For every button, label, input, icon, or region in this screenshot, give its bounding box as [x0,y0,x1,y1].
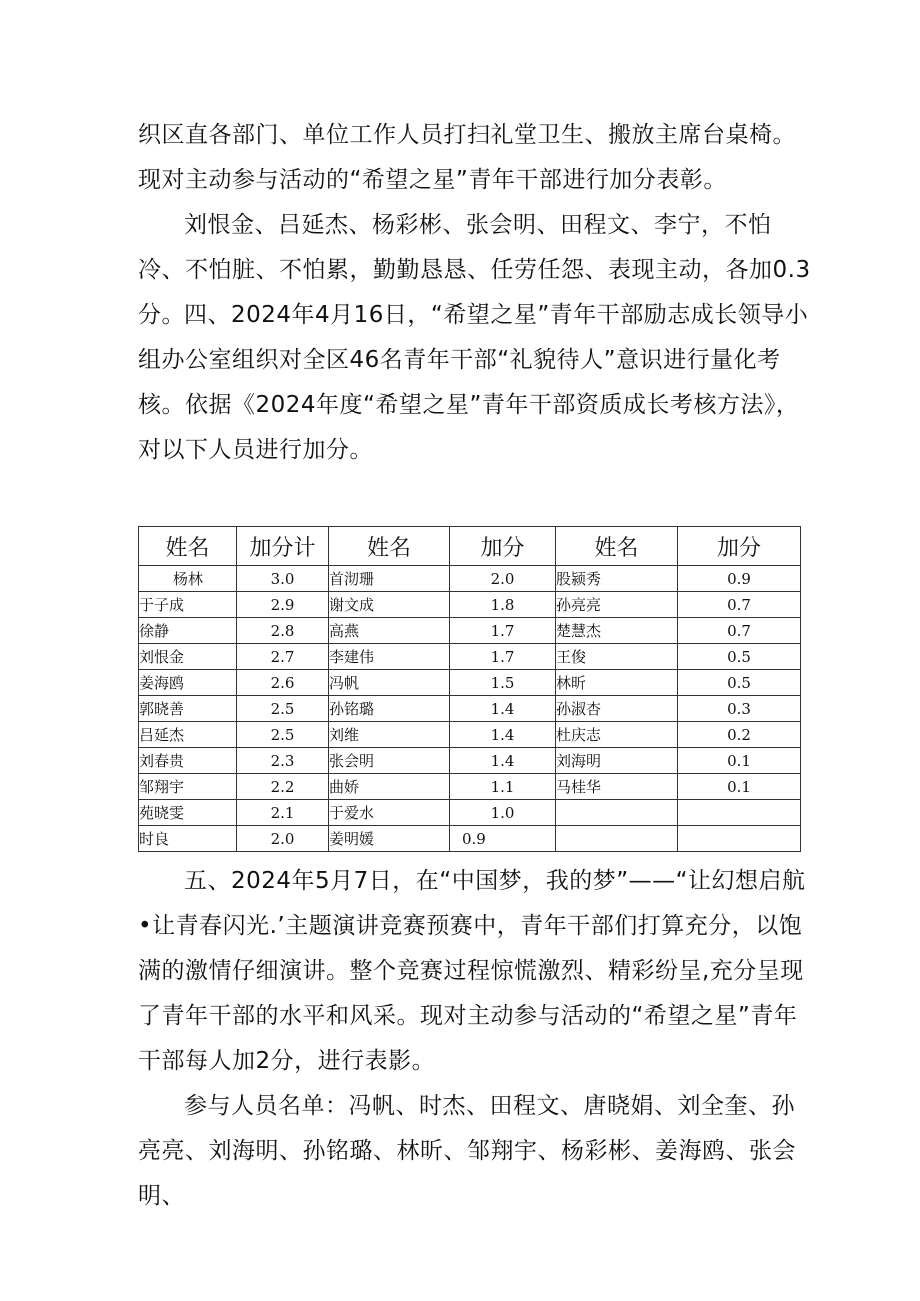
name-cell: 苑晓雯 [139,800,237,826]
score-cell: 0.9 [678,566,801,592]
header-name-3: 姓名 [556,527,678,566]
paragraph-award-list: 刘恨金、吕延杰、杨彩彬、张会明、田程文、李宁，不怕冷、不怕脏、不怕累，勤勤恳恳、任劳任怨、表现主动，各加0.3分。 [138,212,811,328]
name-cell: 吕延杰 [139,722,237,748]
name-cell: 楚慧杰 [556,618,678,644]
name-cell: 时良 [139,826,237,852]
score-cell: 1.4 [450,722,556,748]
name-cell: 林昕 [556,670,678,696]
score-cell: 2.5 [237,722,329,748]
name-cell: 于爱水 [329,800,450,826]
paragraph-section-four: 四、2024年4月16日，“希望之星”青年干部励志成长领导小组办公室组织对全区46名青年干部“礼貌待人”意识进行量化考核。依据《2024年度“希望之星”青年干部资质成长考核方法》，对以下人员进行加分。 [138,302,809,463]
table-header-row [139,527,801,566]
name-cell: 李建伟 [329,644,450,670]
score-cell: 2.0 [237,826,329,852]
score-cell: 2.2 [237,774,329,800]
name-cell: 股颍秀 [556,566,678,592]
score-cell: 1.7 [450,644,556,670]
table-row [139,826,801,852]
paragraph-participant-list: 参与人员名单：冯帆、时杰、田程文、唐晓娟、刘全奎、孙亮亮、刘海明、孙铭璐、林昕、邹翔宇、杨彩彬、姜海鸥、张会明、 [138,1093,796,1209]
score-cell: 1.8 [450,592,556,618]
name-cell: 于子成 [139,592,237,618]
score-cell: 2.9 [237,592,329,618]
name-cell: 姜海鸥 [139,670,237,696]
score-cell: 1.1 [450,774,556,800]
table-row [139,800,801,826]
score-table [138,526,801,852]
score-cell [678,800,801,826]
header-score-3: 加分 [678,527,801,566]
score-cell [678,826,801,852]
name-cell: 孙铭璐 [329,696,450,722]
score-cell: 1.7 [450,618,556,644]
name-cell: 徐静 [139,618,237,644]
score-cell: 0.5 [678,644,801,670]
score-cell: 1.0 [450,800,556,826]
name-cell: 张会明 [329,748,450,774]
name-cell: 孙淑杏 [556,696,678,722]
name-cell: 刘维 [329,722,450,748]
score-cell: 0.9 [450,826,556,852]
header-score-1: 加分计 [237,527,329,566]
score-cell: 0.7 [678,592,801,618]
name-cell: 郭晓善 [139,696,237,722]
header-name-1: 姓名 [139,527,237,566]
score-cell: 2.0 [450,566,556,592]
paragraph-intro-continued: 织区直各部门、单位工作人员打扫礼堂卫生、搬放主席台桌椅。现对主动参与活动的“希望之星”青年干部进行加分表彰。 [138,122,796,193]
paragraph-section-five: 五、2024年5月7日，在“中国梦，我的梦”——“让幻想启航•让青春闪光.’主题演讲竞赛预赛中，青年干部们打算充分，以饱满的激情仔细演讲。整个竞赛过程惊慌激烈、精彩纷呈,充分呈现了青年干部的水平和风采。现对主动参与活动的“希望之星”青年干部每人加2分，进行表影。 [138,868,806,1074]
score-cell: 2.1 [237,800,329,826]
score-cell: 0.1 [678,774,801,800]
score-cell: 0.2 [678,722,801,748]
name-cell [556,800,678,826]
name-cell: 刘海明 [556,748,678,774]
table-row [139,566,801,592]
name-cell: 邹翔宇 [139,774,237,800]
table-row [139,670,801,696]
name-cell: 高燕 [329,618,450,644]
name-cell: 姜明媛 [329,826,450,852]
name-cell: 刘春贵 [139,748,237,774]
score-cell: 2.6 [237,670,329,696]
table-row [139,696,801,722]
name-cell: 杜庆志 [556,722,678,748]
name-cell: 冯帆 [329,670,450,696]
table-row [139,618,801,644]
score-cell: 0.3 [678,696,801,722]
name-cell [556,826,678,852]
name-cell: 马桂华 [556,774,678,800]
name-cell: 孙亮亮 [556,592,678,618]
table-row [139,774,801,800]
name-cell: 谢文成 [329,592,450,618]
score-cell: 1.4 [450,696,556,722]
name-cell: 刘恨金 [139,644,237,670]
score-cell: 0.5 [678,670,801,696]
name-cell: 首沏珊 [329,566,450,592]
table-row [139,644,801,670]
table-row [139,592,801,618]
score-cell: 0.1 [678,748,801,774]
table-row [139,748,801,774]
table-row [139,722,801,748]
name-cell: 王俊 [556,644,678,670]
score-cell: 3.0 [237,566,329,592]
header-name-2: 姓名 [329,527,450,566]
score-cell: 1.5 [450,670,556,696]
score-cell: 0.7 [678,618,801,644]
name-cell: 曲娇 [329,774,450,800]
score-cell: 2.3 [237,748,329,774]
score-cell: 2.7 [237,644,329,670]
score-cell: 1.4 [450,748,556,774]
name-cell: 杨林 [139,566,237,592]
score-cell: 2.8 [237,618,329,644]
header-score-2: 加分 [450,527,556,566]
score-cell: 2.5 [237,696,329,722]
